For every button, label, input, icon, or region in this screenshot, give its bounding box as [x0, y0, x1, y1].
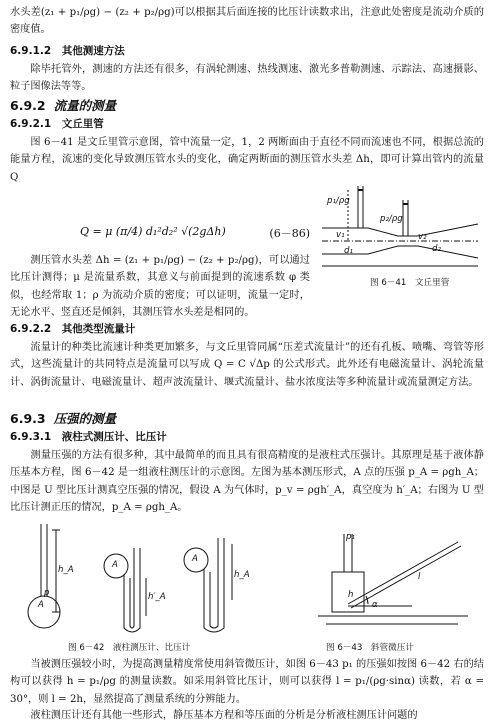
fig-642-label-hA-right: h_A: [234, 570, 250, 580]
heading-6-9-2-1: 6.9.2.1 文丘里管: [10, 118, 104, 130]
heading-6-9-3-title: 压强的测量: [53, 411, 117, 426]
fig-642-label-A-right: A: [192, 554, 198, 564]
paragraph-head-loss: 水头差(z₁ + p₁/ρg) − (z₂ + p₂/ρg)可以根据其后面连接的比压计读数求出，注意此处密度是流动介质的密度值。: [10, 7, 484, 36]
heading-6-9-1-2: 6.9.1.2 其他测速方法: [10, 45, 125, 57]
fig-641-label-v1: v₁: [336, 230, 345, 240]
figure-6-42-manometers: [20, 520, 270, 638]
heading-6-9-3: [10, 412, 116, 426]
heading-6-9-2-title: 流量的测量: [53, 98, 117, 113]
heading-6-9-2: [10, 99, 116, 113]
paragraph-venturi-intro: [10, 134, 484, 186]
paragraph-manometers: 测量压强的方法有很多种，其中最简单的而且具有很高精度的是液柱式压强计。其原理是基于液体静压基本方程，图 6－42 是一组液柱测压计的示意图。左图为基本测压形式，A 点的压强 p_A = ρgh_A；中图是 U 型比压计测真空压强的情况，假设 A 为气体时，p_v = ρgh′_A，真空度为 h′_A；右图为 U 型比压计测正压的情况，p_A = ρgh_A。: [10, 450, 484, 514]
heading-6-9-3-num: 6.9.3: [10, 411, 46, 426]
paragraph-other-manometer-forms: 液柱测压计还有其他一些形式，静压基本方程和等压面的分析是分析液柱测压计问题的: [30, 710, 418, 721]
fig-642-label-A-mid: A: [112, 560, 118, 570]
paragraph-venturi-intro-text: 图 6－41 是文丘里管示意图，管中流量一定，1，2 两断面由于直径不同而流速也不同，根据总流的能量方程，流速的变化导致测压管水头的变化，确定两断面的测压管水头差 Δh，即可计算出管内的流量 Q: [10, 137, 484, 183]
heading-6-9-2-2: 6.9.2.2 其他类型流量计: [10, 323, 136, 335]
fig-641-label-d1: d₁: [344, 246, 353, 256]
fig-642-label-p: p: [44, 588, 50, 598]
fig-641-label-h2: p₂/ρg: [380, 214, 403, 224]
fig-641-label-h1: p₁/ρg: [327, 196, 350, 206]
figure-6-43-inclined-manometer: [308, 520, 478, 636]
fig-643-label-p1: p₁: [346, 532, 355, 542]
heading-6-9-3-1: 6.9.3.1 液柱式测压计、比压计: [10, 431, 167, 443]
formula-6-86-expr: Q = μ (π/4) d₁²d₂² √(2gΔh): [80, 225, 226, 238]
paragraph-venturi-detail: [10, 252, 310, 322]
heading-6-9-2-num: 6.9.2: [10, 98, 46, 113]
formula-6-86-number: (6－86): [269, 227, 310, 240]
paragraph-other-velocity-methods: 除毕托管外，测速的方法还有很多，有涡轮测速、热线测速、激光多普勒测速、示踪法、高速摄影、粒子图像法等等。: [10, 64, 484, 93]
figure-6-41-caption: 图 6－41 文丘里管: [370, 278, 450, 288]
figure-6-43-caption: 图 6－43 斜管微压计: [326, 643, 414, 653]
paragraph-venturi-detail-text: 测压管水头差 Δh = (z₁ + p₁/ρg) − (z₂ + p₂/ρg)，可以通过比压计测得；μ 是流量系数，其意义与前面提到的流速系数 φ 类似，也经常取 1；ρ 为流动介质的密度；可以证明，流量一定时，无论水平、竖直还是倾斜，其测压管水头差是相同的。: [10, 255, 310, 319]
formula-6-86: [80, 225, 310, 238]
paragraph-other-flowmeters: 流量计的种类比流速计种类更加繁多，与文丘里管同属“压差式流量计”的还有孔板、喷嘴、弯管等形式，这些流量计的共同特点是流量可以写成 Q = C √Δp 的公式形式。此外还有电磁流量计、涡轮流量计、涡街流量计、电磁流量计、超声波流量计、堰式流量计、盐水浓度法等多种流量计或流量测定方法。: [10, 342, 484, 388]
fig-642-label-hA-mid: h′_A: [148, 592, 166, 602]
paragraph-inclined-manometer: 当被测压强较小时，为提高测量精度常使用斜管微压计，如图 6－43 p₁ 的压强如按图 6－42 右的结构可以获得 h = p₁/ρg 的测量读数。如采用斜管比压计，则可以获得 l = p₁/(ρg·sinα) 读数，若 α = 30°，则 l = 2h，显然提高了测量系统的分辨能力。: [10, 659, 484, 705]
fig-643-label-alpha: α: [372, 600, 378, 610]
fig-641-label-d2: d₂: [432, 244, 441, 254]
fig-641-label-v2: v₂: [418, 232, 427, 242]
fig-643-label-h: h: [348, 590, 354, 600]
fig-643-label-l: l: [418, 572, 421, 582]
fig-642-label-A-left: A: [38, 600, 44, 610]
figure-6-42-caption: 图 6－42 液柱测压计、比压计: [68, 643, 191, 653]
figure-6-41-venturi: [318, 180, 486, 270]
fig-642-label-hA-left: h_A: [58, 565, 74, 575]
